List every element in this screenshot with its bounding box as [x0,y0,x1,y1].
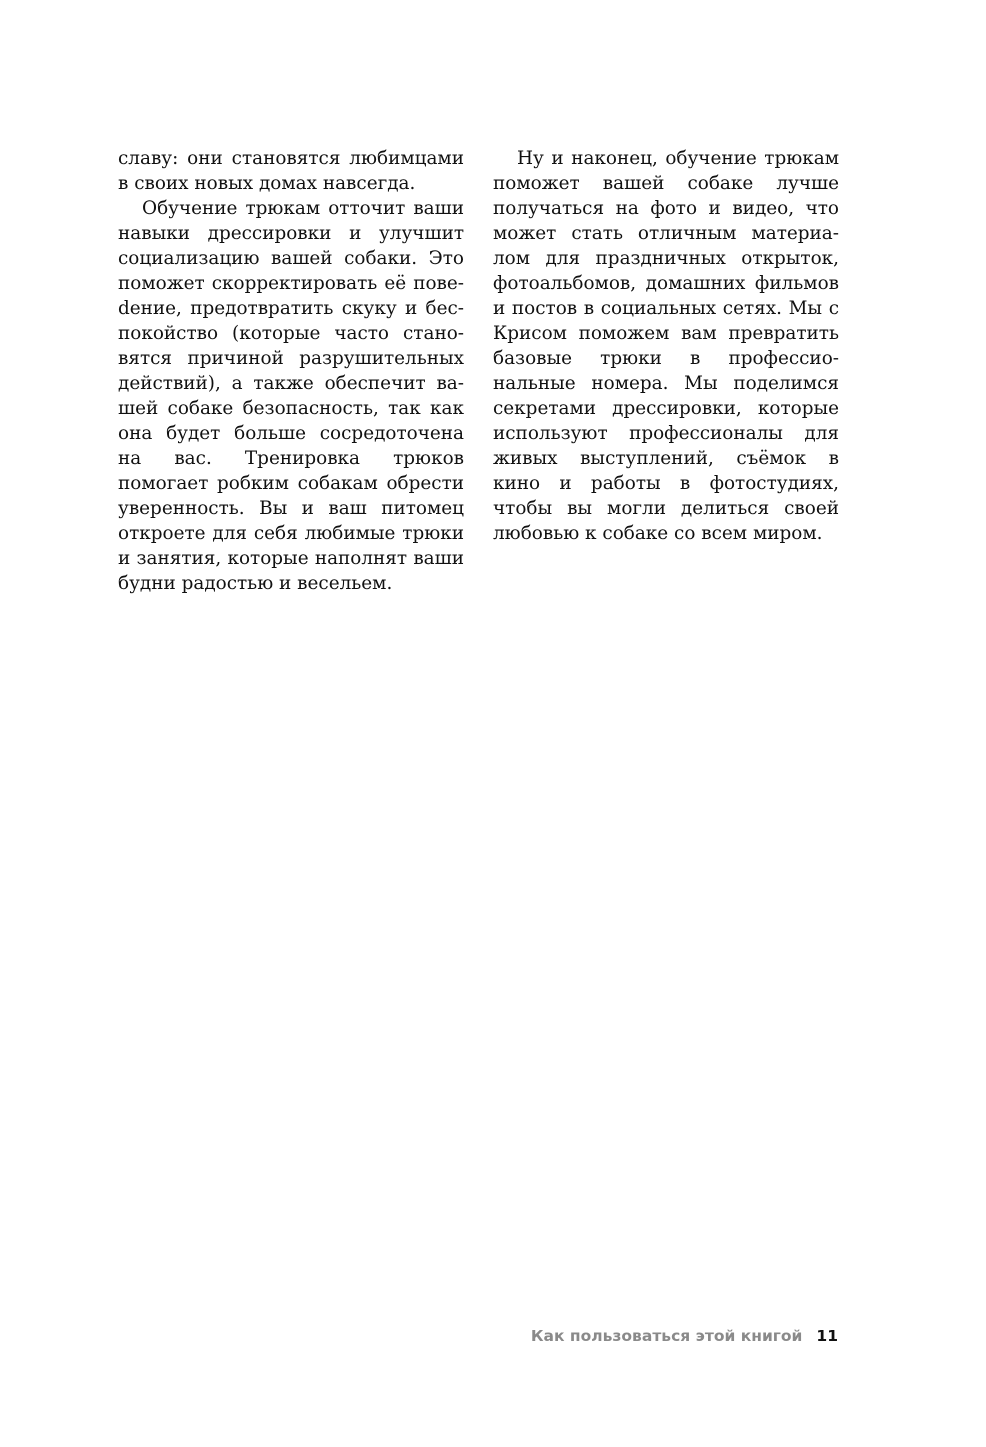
page-footer [531,1327,838,1345]
left-text-column [118,146,464,596]
paragraph-trick-training-benefits: Обучение трюкам отточит ваши навыки дрессировки и улучшит социализацию вашей собаки. Это поможет скорректировать её повеdение, предотвратить скуку и беспокойство (которые часто становятся причиной разрушительных действий), а также обеспечит вашей собаке безопасность, так как она будет больше сосредоточена на вас. Тренировка трюков помогает робким собакам обрести уверенность. Вы и ваш питомец откроете для себя любимые трюки и занятия, которые наполнят ваши будни радостью и весельем. [118,198,464,594]
running-footer-title: Как пользоваться этой книгой [530,1327,803,1345]
page-number: 11 [816,1327,838,1345]
paragraph-continuation: славу: они становятся любимцами в своих новых домах навсегда. [118,148,464,194]
paragraph-photo-video: Ну и наконец, обучение трюкам поможет вашей собаке лучше получаться на фото и видео, что может стать отличным материалом для праздничных открыток, фотоальбомов, домашних фильмов и постов в социальных сетях. Мы с Крисом поможем вам превратить базовые трюки в профессиональные номера. Мы поделимся секретами дрессировки, которые используют профессионалы для живых выступлений, съёмок в кино и работы в фотостудиях, чтобы вы могли делиться своей любовью к собаке со всем миром. [493,148,839,544]
right-text-column [493,146,839,546]
